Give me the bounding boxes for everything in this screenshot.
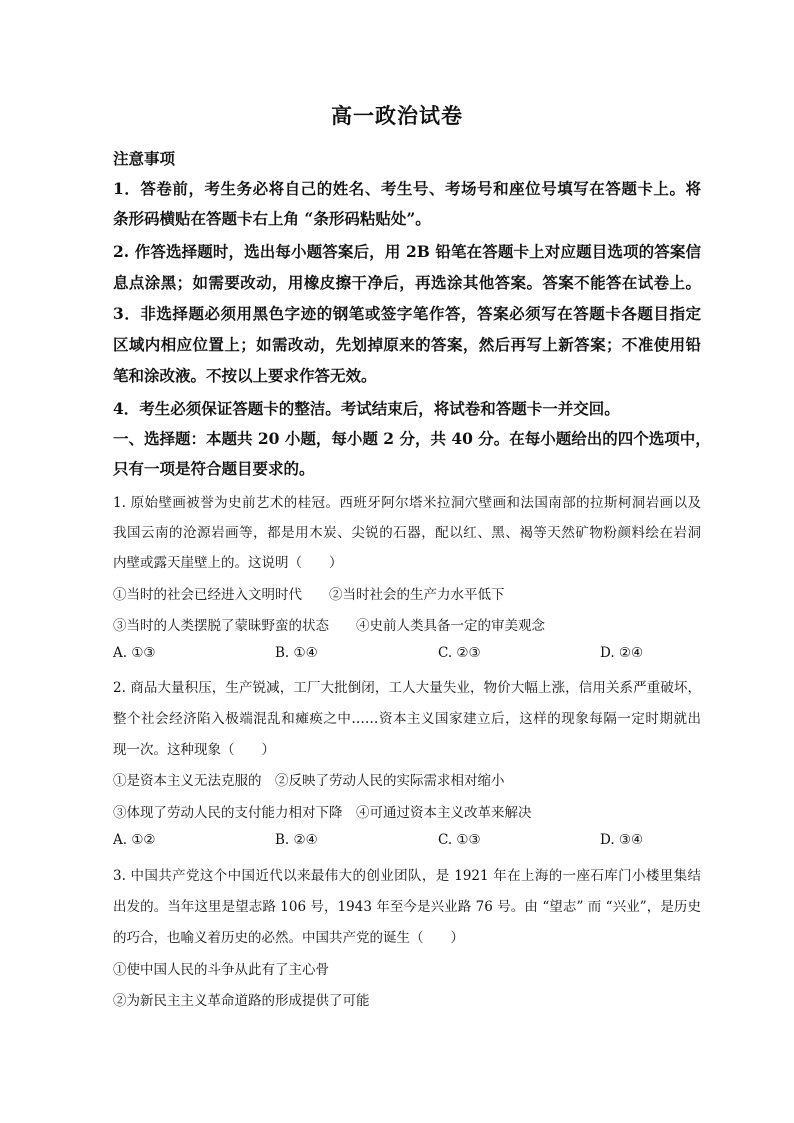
notice-line: 息点涂黑；如需要改动，用橡皮擦干净后，再选涂其他答案。答案不能答在试卷上。 <box>113 273 701 292</box>
question-stem: 1. 原始壁画被誉为史前艺术的桂冠。西班牙阿尔塔米拉洞穴壁画和法国南部的拉斯柯洞岩画以及 <box>113 495 701 511</box>
notice-line: 2. 作答选择题时，选出每小题答案后，用 2B 铅笔在答题卡上对应题目选项的答案信 <box>113 242 701 261</box>
question-stem: 出发的。当年这里是望志路 106 号，1943 年至今是兴业路 76 号。由 “望志” 而 “兴业”，是历史 <box>113 899 701 915</box>
question-stem: 整个社会经济陷入极端混乱和瘫痪之中……资本主义国家建立后，这样的现象每隔一定时期就出 <box>113 711 701 727</box>
section-instruction: 只有一项是符合题目要求的。 <box>113 459 315 478</box>
question-stem: 2. 商品大量积压，生产锐减，工厂大批倒闭，工人大量失业，物价大幅上涨，信用关系严重破坏， <box>113 680 701 696</box>
option-a: A. ①③ <box>113 645 156 661</box>
question-item: ③当时的人类摆脱了蒙昧野蛮的状态 ④史前人类具备一定的审美观念 <box>113 618 545 634</box>
notice-line: 区域内相应位置上；如需改动，先划掉原来的答案，然后再写上新答案；不准使用铅 <box>113 335 701 354</box>
question-stem: 的巧合，也喻义着历史的必然。中国共产党的诞生（ ） <box>113 930 464 946</box>
question-item: ①使中国人民的斗争从此有了主心骨 <box>113 962 329 978</box>
notice-line: 笔和涂改液。不按以上要求作答无效。 <box>113 366 377 385</box>
question-item: ①当时的社会已经进入文明时代 ②当时社会的生产力水平低下 <box>113 587 505 603</box>
section-instruction: 一、选择题：本题共 20 小题，每小题 2 分，共 40 分。在每小题给出的四个选项中， <box>113 429 711 448</box>
notice-heading: 注意事项 <box>113 149 176 168</box>
question-stem: 我国云南的沧源岩画等，都是用木炭、尖锐的石器，配以红、黑、褐等天然矿物粉颜料绘在岩洞 <box>113 525 701 541</box>
question-stem: 3. 中国共产党这个中国近代以来最伟大的创业团队，是 1921 年在上海的一座石库门小楼里集结 <box>113 868 701 884</box>
option-d: D. ②④ <box>600 645 644 661</box>
question-stem: 现一次。这种现象（ ） <box>113 742 275 758</box>
option-d: D. ③④ <box>600 832 644 848</box>
question-item: ③体现了劳动人民的支付能力相对下降 ④可通过资本主义改革来解决 <box>113 805 532 821</box>
page-title: 高一政治试卷 <box>331 103 463 128</box>
option-c: C. ②③ <box>438 645 481 661</box>
notice-line: 条形码横贴在答题卡右上角 “条形码粘贴处”。 <box>113 209 431 228</box>
option-c: C. ①③ <box>438 832 481 848</box>
question-item: ②为新民主主义革命道路的形成提供了可能 <box>113 993 370 1009</box>
notice-line: 4．考生必须保证答题卡的整洁。考试结束后，将试卷和答题卡一并交回。 <box>113 399 620 418</box>
option-a: A. ①② <box>113 832 156 848</box>
option-b: B. ①④ <box>275 645 318 661</box>
notice-line: 1．答卷前，考生务必将自己的姓名、考生号、考场号和座位号填写在答题卡上。将 <box>113 179 701 198</box>
question-stem: 内壁或露天崖壁上的。这说明（ ） <box>113 555 343 571</box>
question-item: ①是资本主义无法克服的 ②反映了劳动人民的实际需求相对缩小 <box>113 773 505 789</box>
option-b: B. ②④ <box>275 832 318 848</box>
notice-line: 3．非选择题必须用黑色字迹的钢笔或签字笔作答，答案必须写在答题卡各题目指定 <box>113 304 701 323</box>
